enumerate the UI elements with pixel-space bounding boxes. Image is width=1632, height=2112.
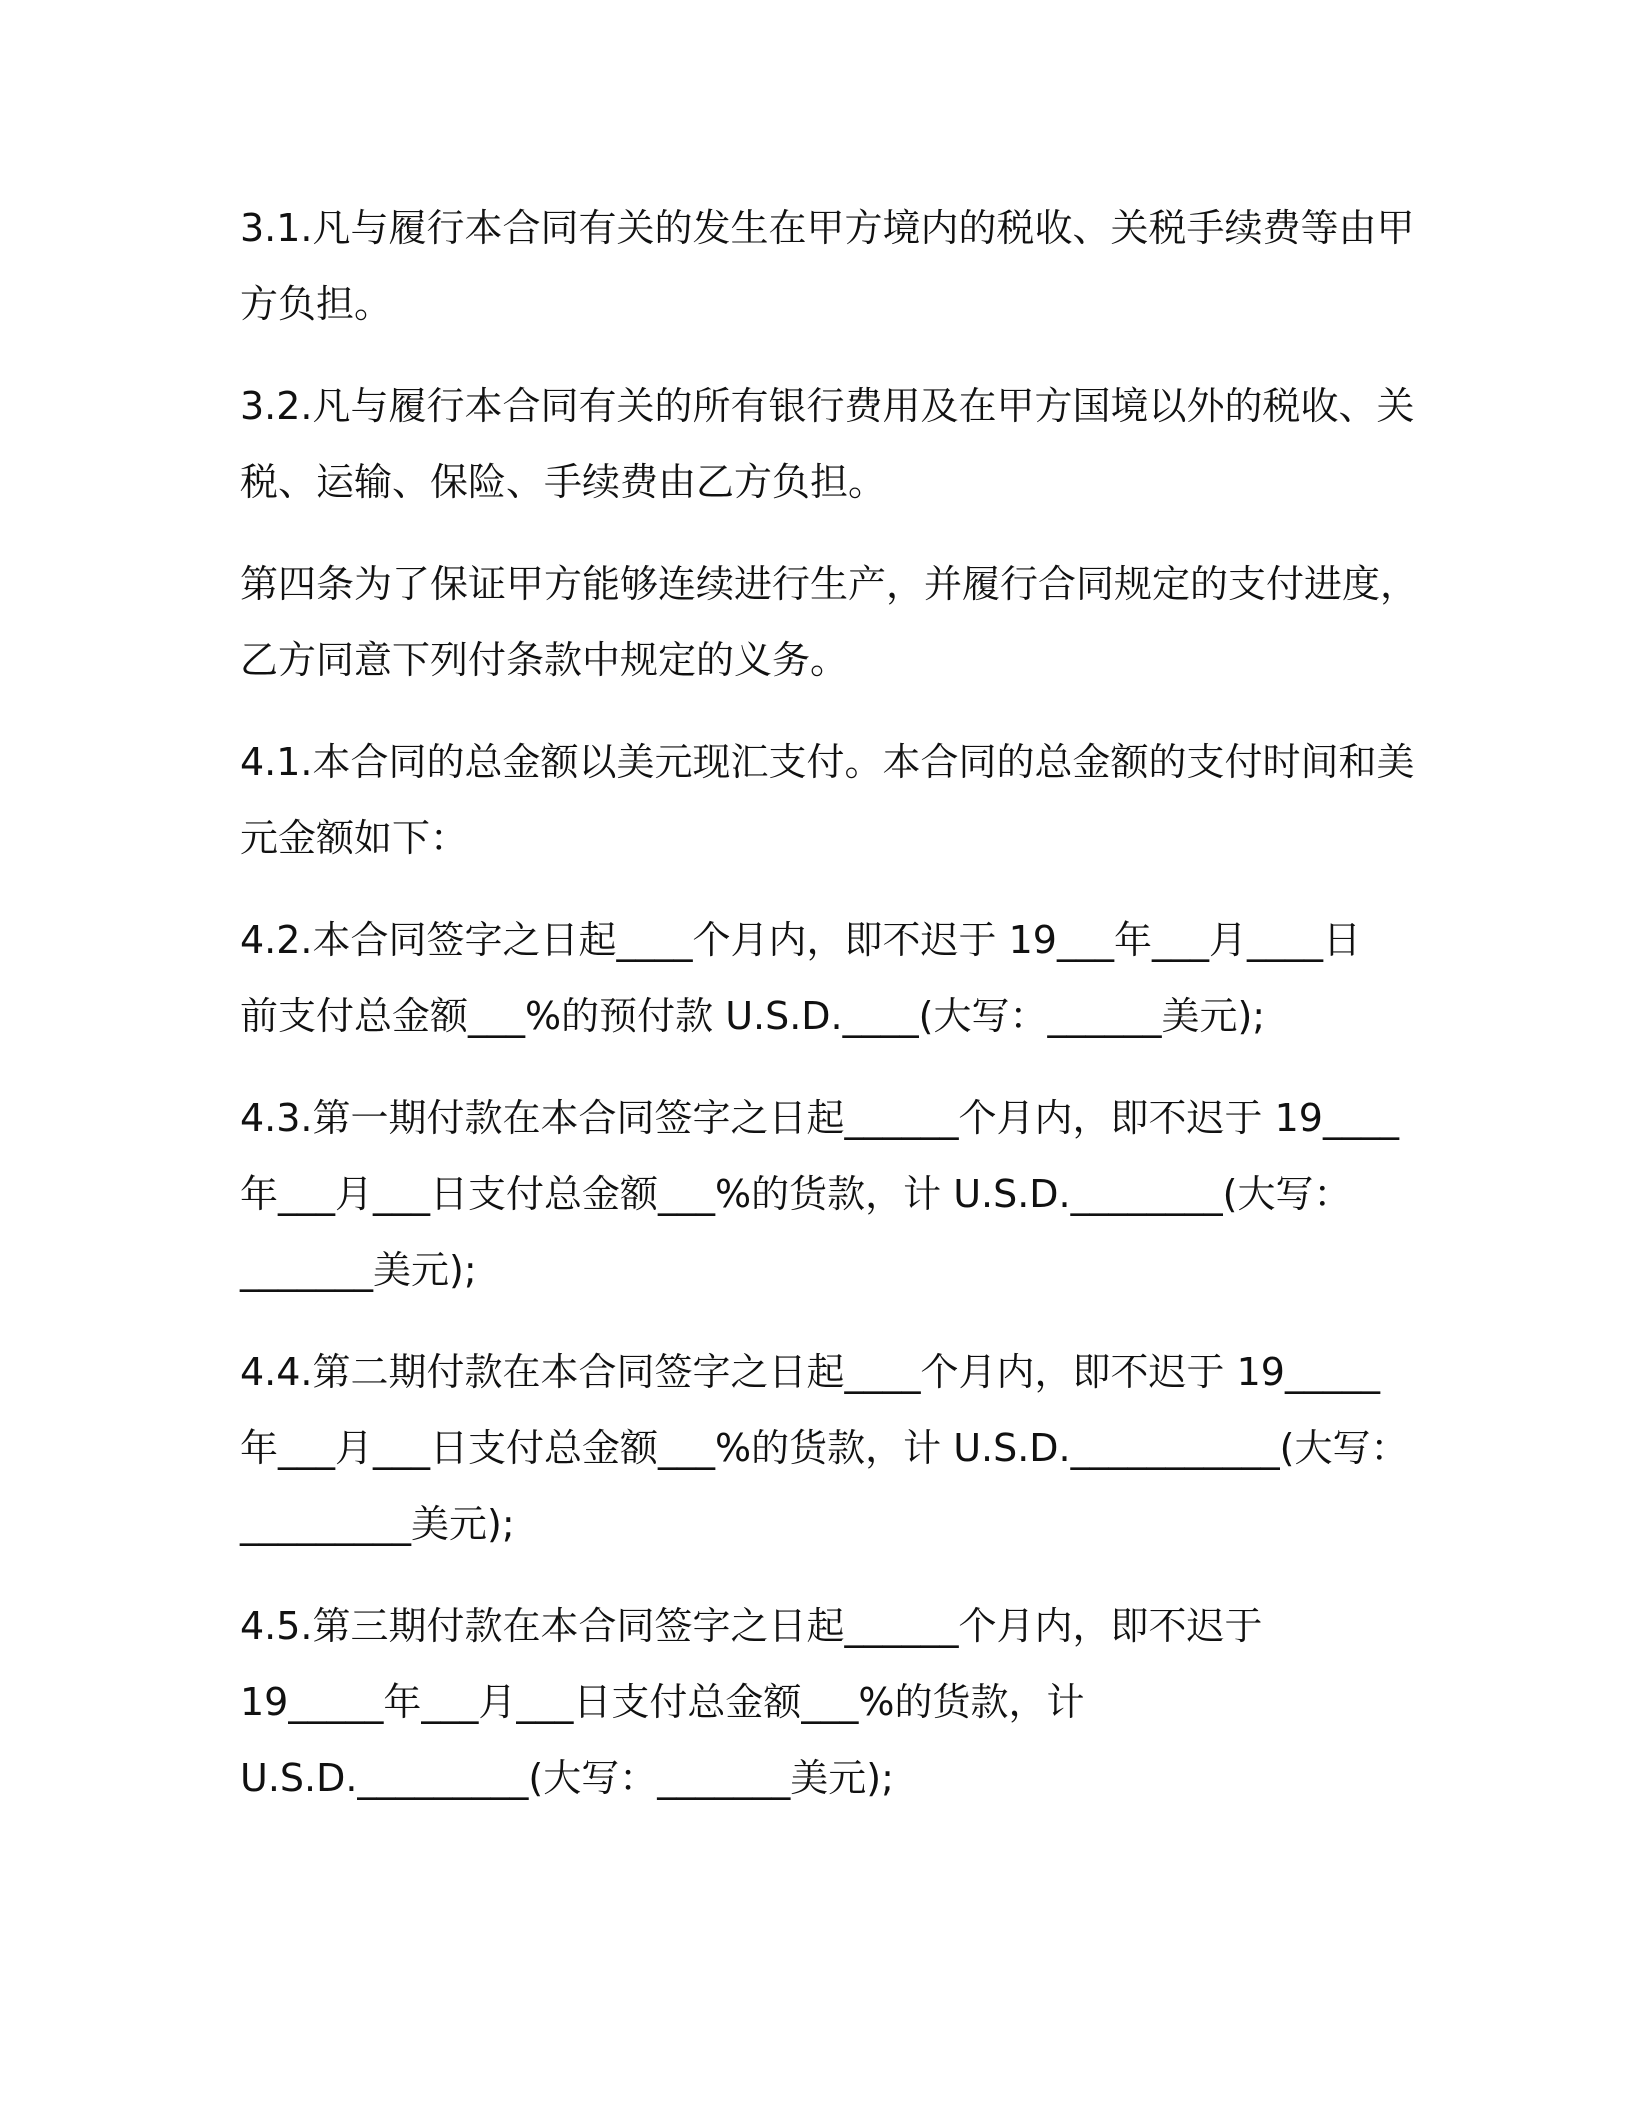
clause-line: 3.2.凡与履行本合同有关的所有银行费用及在甲方国境以外的税收、关: [240, 384, 1415, 428]
clause-4-1: [240, 724, 1415, 876]
clause-line: 3.1.凡与履行本合同有关的发生在甲方境内的税收、关税手续费等由甲: [240, 206, 1415, 250]
clause-line: 4.3.第一期付款在本合同签字之日起______个月内，即不迟于 19____: [240, 1096, 1399, 1140]
article-4-intro: [240, 546, 1419, 698]
clause-line: 年___月___日支付总金额___%的货款，计 U.S.D.________(大写：: [240, 1172, 1352, 1216]
clause-line: 19_____年___月___日支付总金额___%的货款，计: [240, 1680, 1085, 1724]
clause-line: U.S.D._________(大写：_______美元);: [240, 1756, 894, 1800]
clause-4-2: [240, 902, 1400, 1054]
clause-line: 第四条为了保证甲方能够连续进行生产，并履行合同规定的支付进度，: [240, 562, 1419, 606]
clause-line: 前支付总金额___%的预付款 U.S.D.____(大写：______美元);: [240, 994, 1266, 1038]
clause-3-1: [240, 190, 1415, 342]
clause-line: 4.5.第三期付款在本合同签字之日起______个月内，即不迟于: [240, 1604, 1263, 1648]
clause-4-5: [240, 1588, 1400, 1816]
clause-line: _______美元);: [240, 1248, 477, 1292]
clause-4-4: [240, 1334, 1409, 1562]
clause-line: 4.2.本合同签字之日起____个月内，即不迟于 19___年___月____日: [240, 918, 1361, 962]
clause-line: 4.4.第二期付款在本合同签字之日起____个月内，即不迟于 19_____: [240, 1350, 1380, 1394]
clause-4-3: [240, 1080, 1400, 1308]
document-body: [240, 190, 1419, 1842]
clause-line: 乙方同意下列付条款中规定的义务。: [240, 638, 849, 682]
clause-line: 4.1.本合同的总金额以美元现汇支付。本合同的总金额的支付时间和美: [240, 740, 1415, 784]
clause-line: 方负担。: [240, 282, 393, 326]
clause-line: 年___月___日支付总金额___%的货款，计 U.S.D.___________(大写：: [240, 1426, 1409, 1470]
clause-line: 元金额如下：: [240, 816, 469, 860]
clause-line: 税、运输、保险、手续费由乙方负担。: [240, 460, 887, 504]
clause-3-2: [240, 368, 1415, 520]
clause-line: _________美元);: [240, 1502, 515, 1546]
